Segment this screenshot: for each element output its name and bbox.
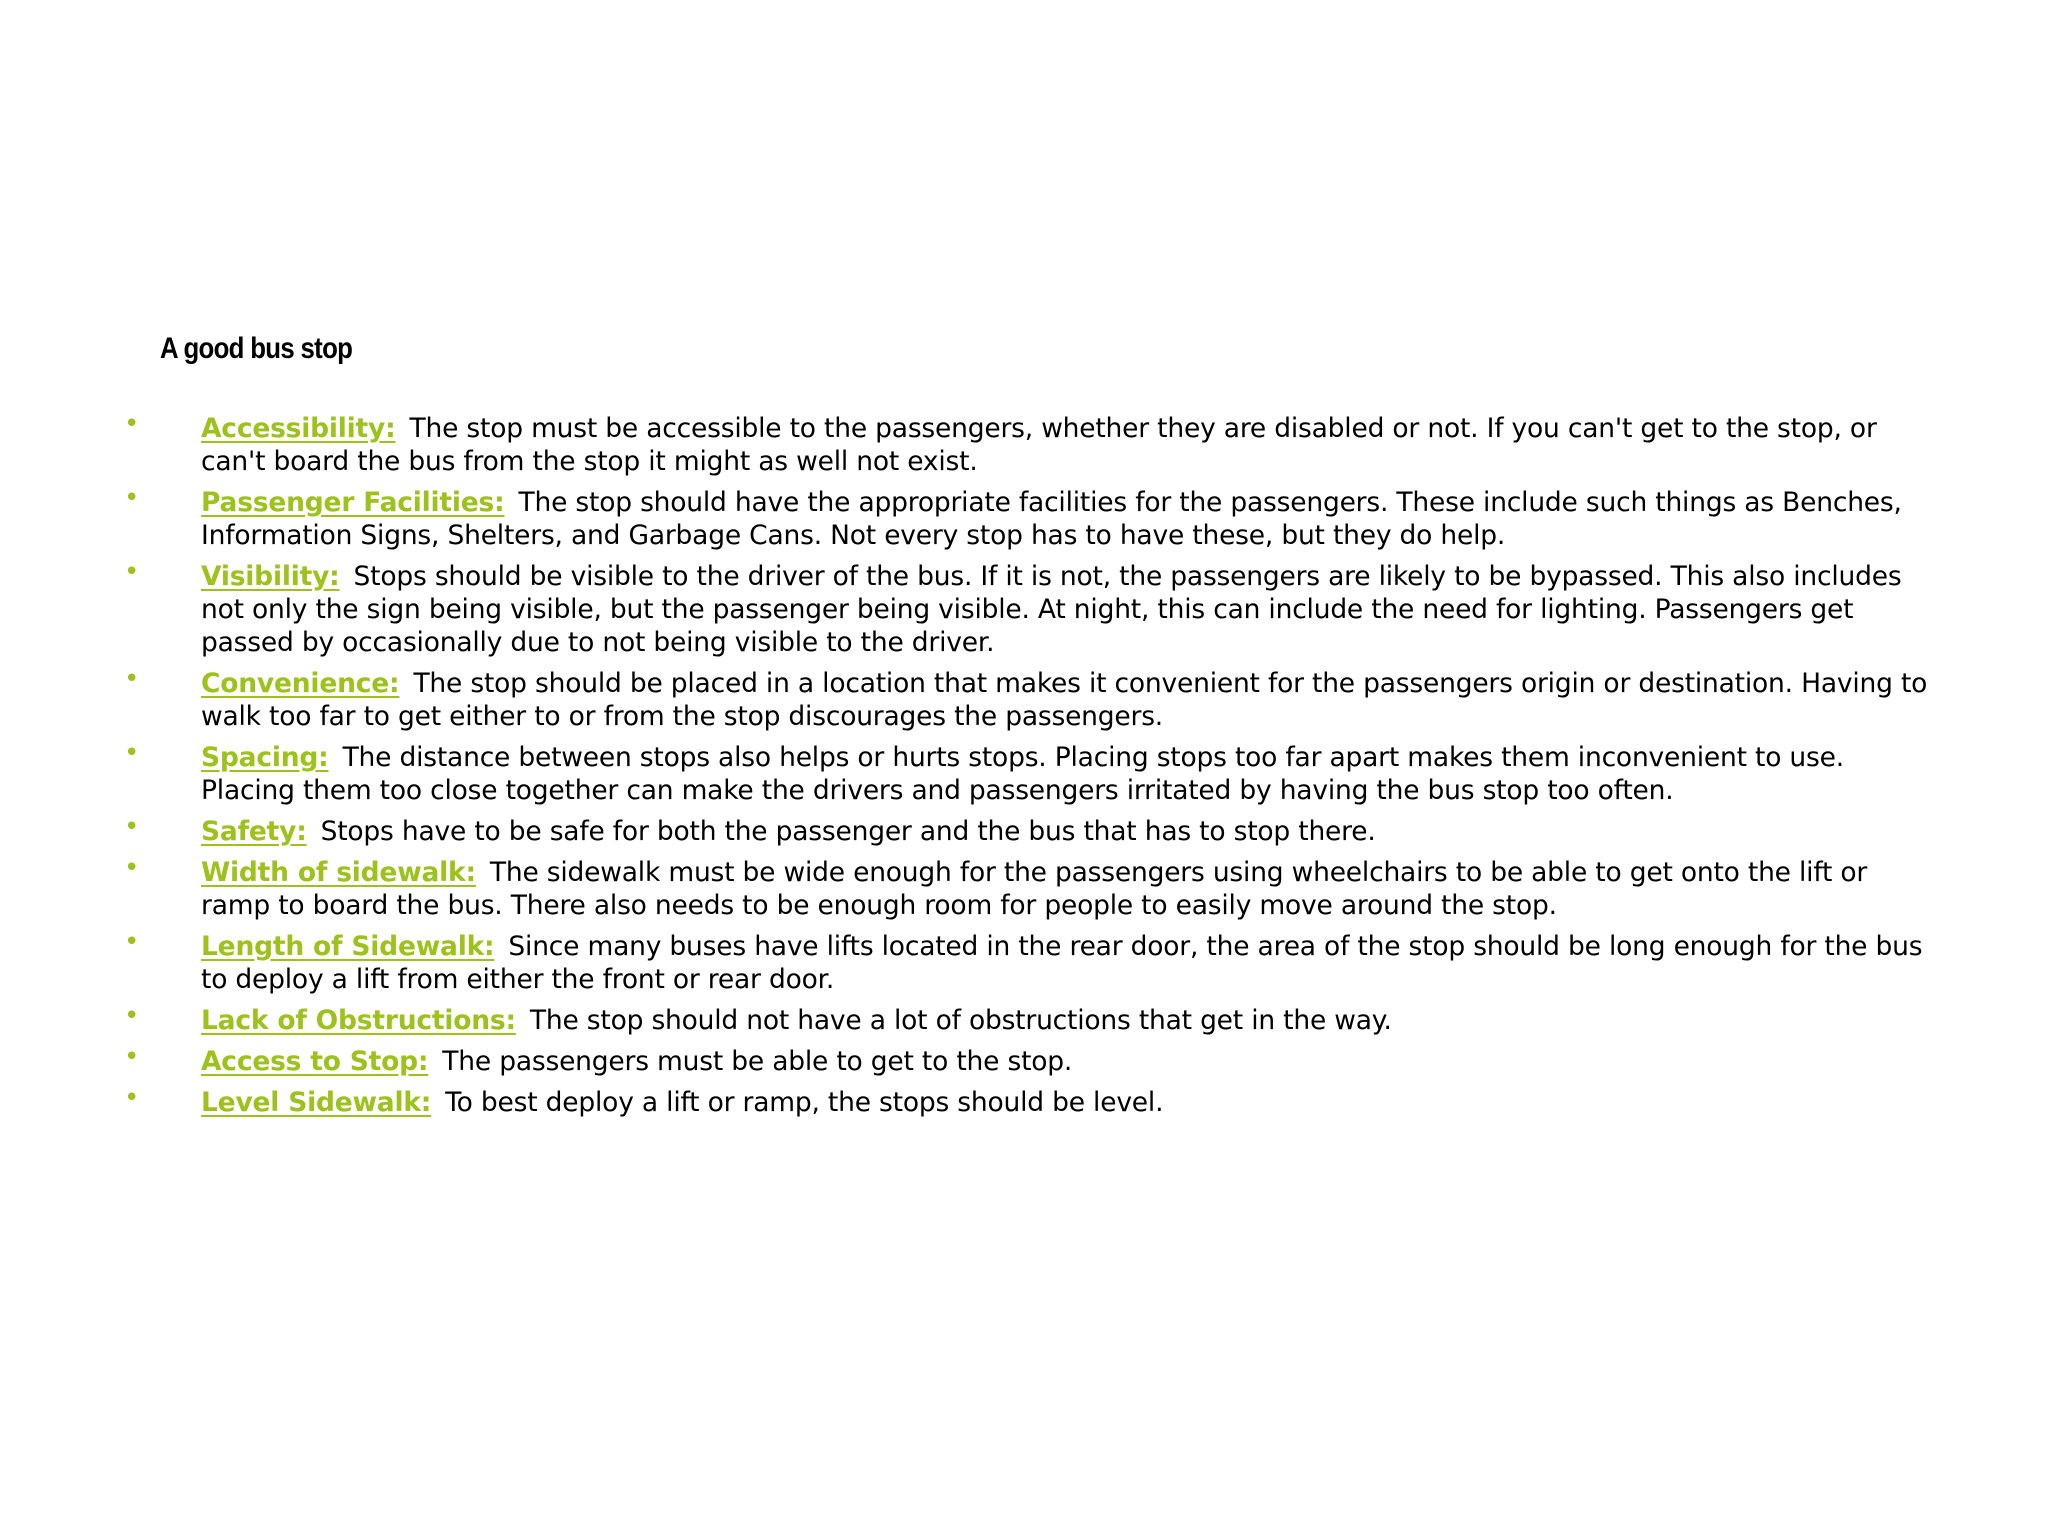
item-term: Convenience: <box>201 668 400 699</box>
item-term: Level Sidewalk: <box>201 1087 432 1118</box>
item-term: Safety: <box>201 816 307 847</box>
list-item <box>0 664 2048 733</box>
item-text: Stops have to be safe for both the passenger and the bus that has to stop there. <box>320 816 1376 847</box>
bullet-list <box>0 409 2048 1127</box>
list-item <box>0 1042 2048 1078</box>
list-item <box>0 927 2048 996</box>
slide-title: A good bus stop <box>160 332 353 365</box>
item-text: The stop should be placed in a location that makes it convenient for the passengers origin or destination. Having to walk too far to get either to or from the stop discourages the passengers. <box>201 668 1928 732</box>
bullet-dot-icon: • <box>124 409 140 439</box>
item-text: The passengers must be able to get to the stop. <box>442 1046 1073 1077</box>
item-term: Spacing: <box>201 742 329 773</box>
item-term: Visibility: <box>201 561 340 592</box>
item-term: Length of Sidewalk: <box>201 931 495 962</box>
bullet-dot-icon: • <box>124 483 140 513</box>
item-term: Passenger Facilities: <box>201 487 505 518</box>
item-term: Accessibility: <box>201 413 396 444</box>
list-item <box>0 1083 2048 1119</box>
bullet-dot-icon: • <box>124 853 140 883</box>
item-text: The stop should not have a lot of obstructions that get in the way. <box>529 1005 1392 1036</box>
bullet-dot-icon: • <box>124 812 140 842</box>
item-text: Since many buses have lifts located in the rear door, the area of the stop should be long enough for the bus to deploy a lift from either the front or rear door. <box>201 931 1923 995</box>
list-item <box>0 557 2048 659</box>
item-term: Lack of Obstructions: <box>201 1005 516 1036</box>
list-item <box>0 409 2048 478</box>
item-text: The sidewalk must be wide enough for the passengers using wheelchairs to be able to get onto the lift or ramp to board the bus. There also needs to be enough room for people to easily move around the stop. <box>201 857 1868 921</box>
item-term: Access to Stop: <box>201 1046 429 1077</box>
list-item <box>0 483 2048 552</box>
item-text: Stops should be visible to the driver of the bus. If it is not, the passengers are likely to be bypassed. This also includes not only the sign being visible, but the passenger being visible. At night, this can include the need for lighting. Passengers get passed by occasionally due to not being visible to the driver. <box>201 561 1902 658</box>
bullet-dot-icon: • <box>124 1001 140 1031</box>
item-text: To best deploy a lift or ramp, the stops should be level. <box>445 1087 1164 1118</box>
list-item <box>0 738 2048 807</box>
bullet-dot-icon: • <box>124 557 140 587</box>
item-term: Width of sidewalk: <box>201 857 476 888</box>
item-text: The distance between stops also helps or hurts stops. Placing stops too far apart makes them inconvenient to use. Placing them too close together can make the drivers and passengers irritated by having the bus stop too often. <box>201 742 1844 806</box>
list-item <box>0 812 2048 848</box>
list-item <box>0 853 2048 922</box>
bullet-dot-icon: • <box>124 1083 140 1113</box>
bullet-dot-icon: • <box>124 664 140 694</box>
list-item <box>0 1001 2048 1037</box>
bullet-dot-icon: • <box>124 1042 140 1072</box>
bullet-dot-icon: • <box>124 927 140 957</box>
item-text: The stop should have the appropriate facilities for the passengers. These include such things as Benches, Information Signs, Shelters, and Garbage Cans. Not every stop has to have these, but they do help. <box>201 487 1902 551</box>
bullet-dot-icon: • <box>124 738 140 768</box>
item-text: The stop must be accessible to the passengers, whether they are disabled or not. If you can't get to the stop, or can't board the bus from the stop it might as well not exist. <box>201 413 1877 477</box>
